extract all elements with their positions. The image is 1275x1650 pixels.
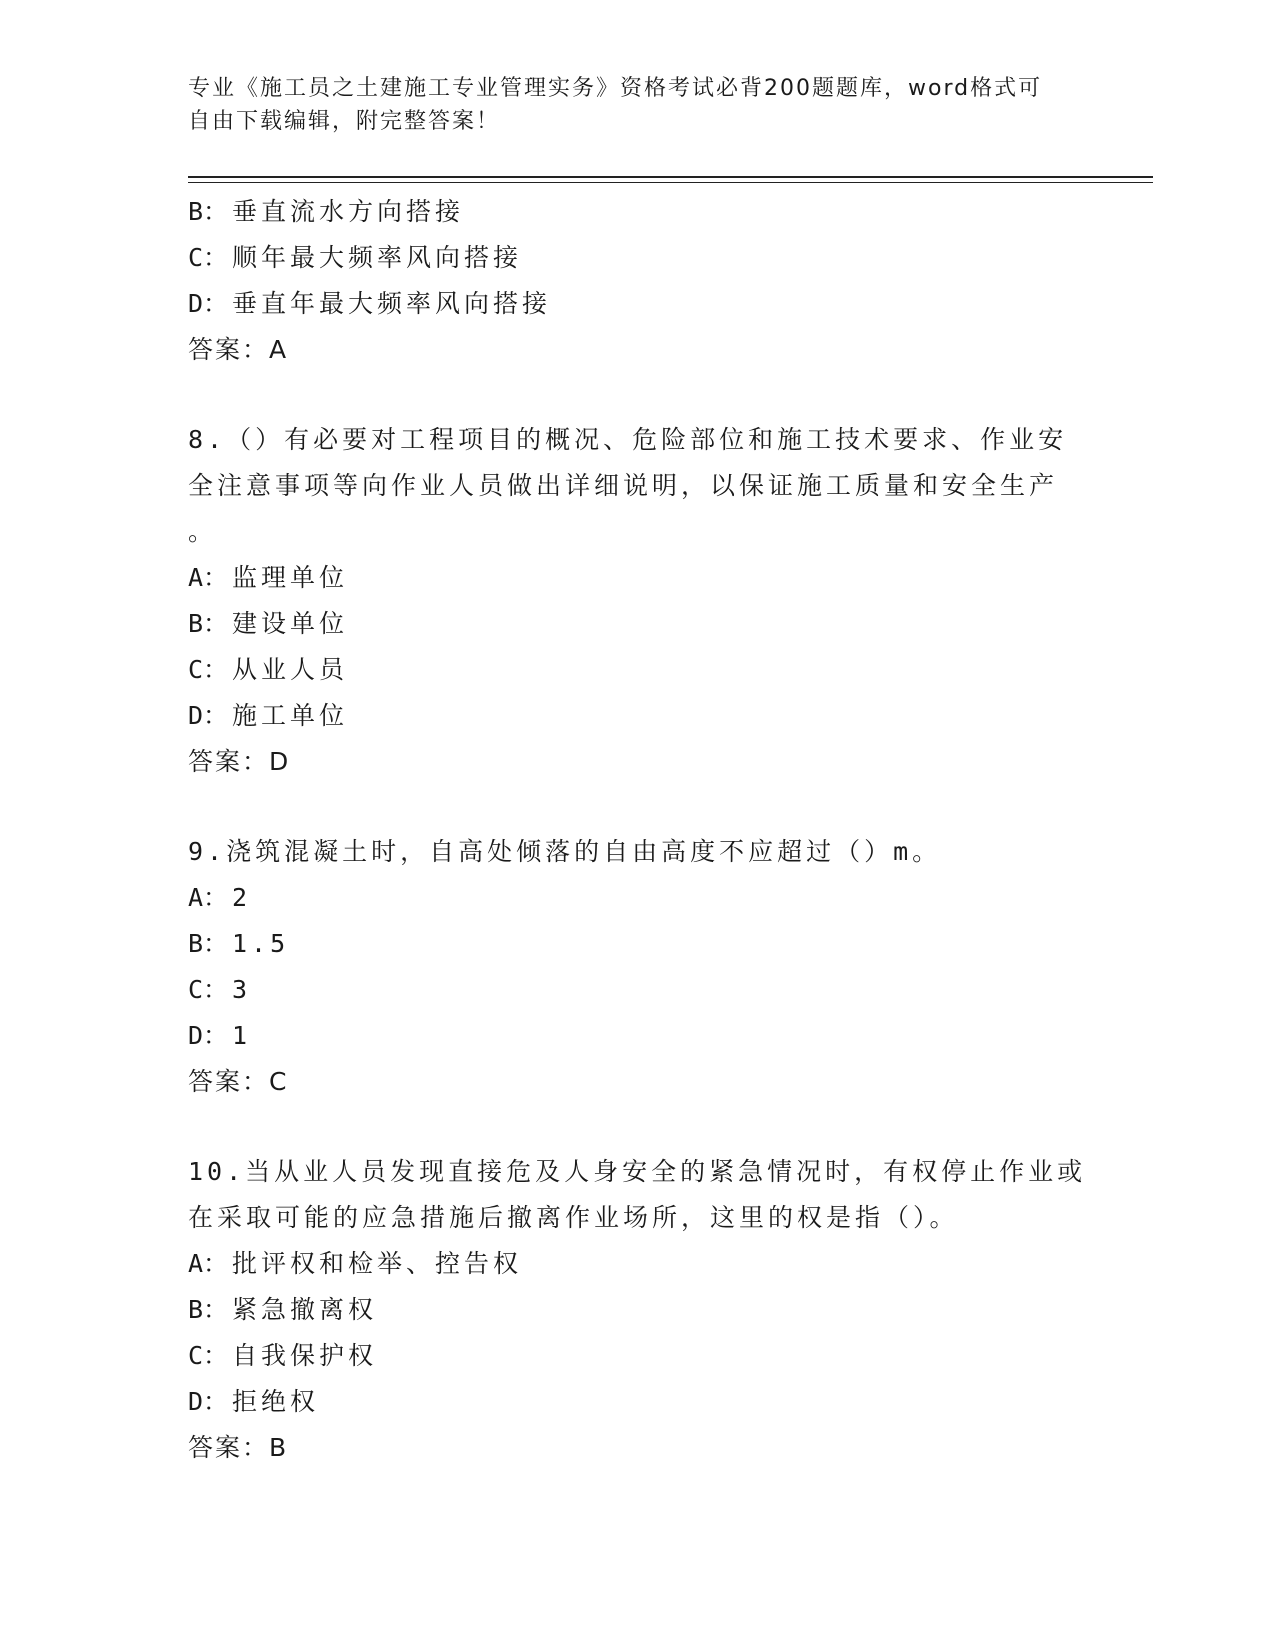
option-c — [188, 1333, 1088, 1379]
option-b — [188, 921, 1088, 967]
document-header — [188, 72, 1068, 138]
option-d — [188, 1013, 1088, 1059]
option-text: 2 — [232, 883, 252, 912]
option-text: 1.5 — [232, 929, 290, 958]
option-a — [188, 555, 1088, 601]
option-text: 监理单位 — [232, 563, 349, 592]
question-9 — [188, 829, 1088, 1105]
option-d — [188, 1379, 1088, 1425]
option-letter: D： — [188, 1387, 229, 1416]
header-divider-thick — [188, 176, 1153, 178]
option-letter: C： — [188, 243, 229, 272]
option-letter: C： — [188, 1341, 229, 1370]
question-7 — [188, 189, 1088, 373]
answer-line: 答案：D — [188, 747, 291, 776]
option-letter: D： — [188, 289, 229, 318]
header-line-2: 自由下载编辑，附完整答案！ — [188, 109, 501, 134]
question-text-line: 8.（）有必要对工程项目的概况、危险部位和施工技术要求、作业安 — [188, 425, 1068, 454]
header-divider-thin — [188, 182, 1153, 183]
option-letter: B： — [188, 609, 229, 638]
option-letter: A： — [188, 883, 229, 912]
option-d — [188, 693, 1088, 739]
header-line-1: 专业《施工员之土建施工专业管理实务》资格考试必背200题题库，word格式可 — [188, 76, 1043, 101]
option-b — [188, 189, 1088, 235]
option-text: 3 — [232, 975, 252, 1004]
option-text: 垂直年最大频率风向搭接 — [232, 289, 552, 318]
option-letter: D： — [188, 701, 229, 730]
option-letter: A： — [188, 563, 229, 592]
option-text: 自我保护权 — [232, 1341, 378, 1370]
question-text-line: 。 — [188, 517, 218, 546]
question-10 — [188, 1149, 1088, 1471]
question-text-line: 9.浇筑混凝土时，自高处倾落的自由高度不应超过（）m。 — [188, 837, 942, 866]
question-8 — [188, 417, 1088, 785]
option-text: 1 — [232, 1021, 252, 1050]
option-letter: B： — [188, 929, 229, 958]
question-text-line: 全注意事项等向作业人员做出详细说明，以保证施工质量和安全生产 — [188, 471, 1059, 500]
option-letter: C： — [188, 655, 229, 684]
answer-line: 答案：B — [188, 1433, 289, 1462]
option-letter: B： — [188, 197, 229, 226]
question-text-line: 10.当从业人员发现直接危及人身安全的紧急情况时，有权停止作业或 — [188, 1157, 1087, 1186]
option-text: 垂直流水方向搭接 — [232, 197, 465, 226]
option-text: 顺年最大频率风向搭接 — [232, 243, 523, 272]
question-text-line: 在采取可能的应急措施后撤离作业场所，这里的权是指（）。 — [188, 1203, 959, 1232]
question-list — [188, 189, 1088, 1471]
option-letter: D： — [188, 1021, 229, 1050]
option-text: 从业人员 — [232, 655, 349, 684]
option-text: 建设单位 — [232, 609, 349, 638]
option-letter: B： — [188, 1295, 229, 1324]
option-letter: A： — [188, 1249, 229, 1278]
option-c — [188, 235, 1088, 281]
option-c — [188, 647, 1088, 693]
answer-line: 答案：A — [188, 335, 289, 364]
option-text: 施工单位 — [232, 701, 349, 730]
option-text: 紧急撤离权 — [232, 1295, 378, 1324]
option-a — [188, 1241, 1088, 1287]
option-b — [188, 601, 1088, 647]
option-a — [188, 875, 1088, 921]
option-text: 拒绝权 — [232, 1387, 320, 1416]
option-b — [188, 1287, 1088, 1333]
option-text: 批评权和检举、控告权 — [232, 1249, 523, 1278]
answer-line: 答案：C — [188, 1067, 289, 1096]
option-letter: C： — [188, 975, 229, 1004]
option-d — [188, 281, 1088, 327]
option-c — [188, 967, 1088, 1013]
